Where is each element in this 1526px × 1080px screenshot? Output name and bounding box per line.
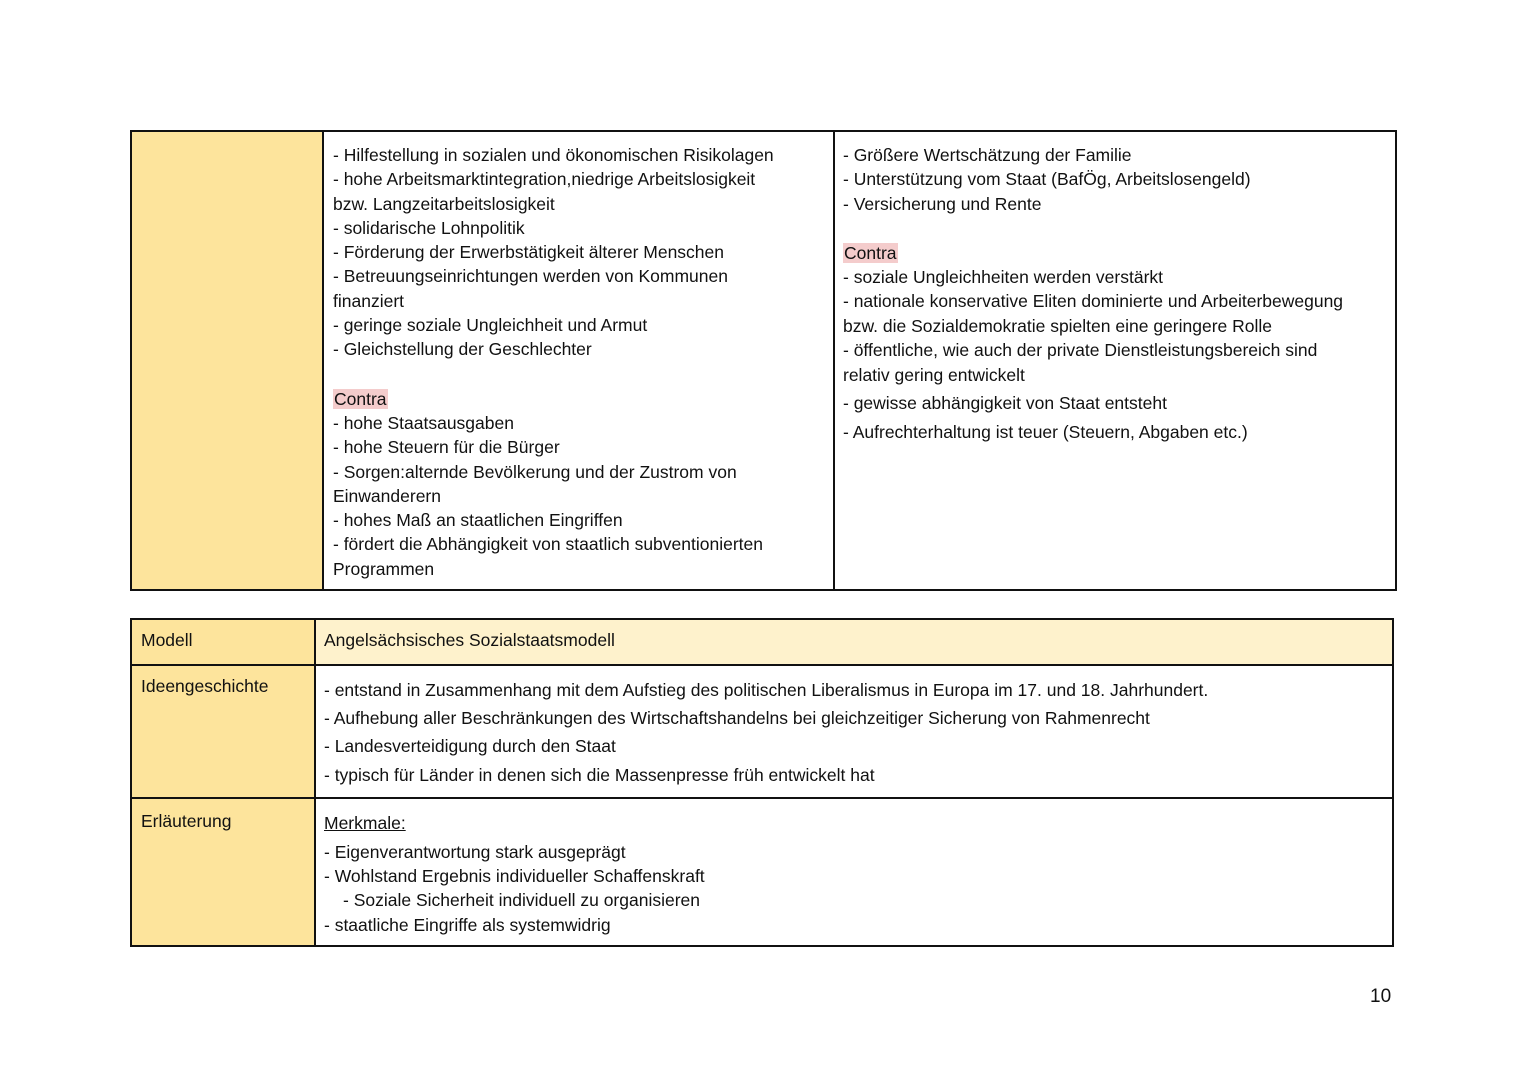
list-item: - entstand in Zusammenhang mit dem Aufstieg des politischen Liberalismus in Europa im 17. und 18. Jahrhundert.: [324, 680, 1209, 700]
page-number: 10: [1370, 986, 1392, 1007]
list-item: Einwanderern: [333, 485, 441, 506]
contra-heading-right: Contra: [844, 242, 897, 263]
label-cell-empty: [131, 131, 323, 590]
pro-list-left: [333, 143, 825, 362]
list-item: - Größere Wertschätzung der Familie: [843, 145, 1132, 165]
ideengeschichte-label: Ideengeschichte: [131, 665, 315, 798]
model-table-continued: [130, 130, 1397, 591]
pro-list-right: [843, 143, 1387, 216]
pro-contra-left-cell: [323, 131, 834, 590]
list-item: - Versicherung und Rente: [843, 193, 1042, 214]
erlaeuterung-cell: [315, 798, 1393, 946]
contra-list-right: [843, 265, 1387, 447]
list-item: - Soziale Sicherheit individuell zu organisieren: [343, 890, 700, 911]
contra-list-left: [333, 411, 825, 581]
list-item: - fördert die Abhängigkeit von staatlich subventionierten: [333, 534, 763, 555]
list-item: relativ gering entwickelt: [843, 365, 1025, 386]
list-item: - Aufrechterhaltung ist teuer (Steuern, Abgaben etc.): [843, 422, 1248, 443]
list-item: - Aufhebung aller Beschränkungen des Wirtschaftshandelns bei gleichzeitiger Sicherung von Rahmenrecht: [324, 708, 1150, 729]
list-item: - hohe Arbeitsmarktintegration,niedrige Arbeitslosigkeit: [333, 169, 756, 190]
list-item: Programmen: [333, 558, 435, 579]
list-item: - hohe Staatsausgaben: [333, 412, 514, 433]
list-item: - Förderung der Erwerbstätigkeit älterer Menschen: [333, 242, 725, 263]
list-item: - hohes Maß an staatlichen Eingriffen: [333, 510, 623, 531]
list-item: - staatliche Eingriffe als systemwidrig: [324, 914, 611, 935]
list-item: - Wohlstand Ergebnis individueller Schaffenskraft: [324, 866, 705, 887]
list-item: - öffentliche, wie auch der private Dienstleistungsbereich sind: [843, 340, 1318, 361]
list-item: - soziale Ungleichheiten werden verstärkt: [843, 267, 1164, 288]
list-item: bzw. die Sozialdemokratie spielten eine geringere Rolle: [843, 315, 1272, 336]
list-item: - typisch für Länder in denen sich die Massenpresse früh entwickelt hat: [324, 764, 875, 785]
list-item: - solidarische Lohnpolitik: [333, 217, 525, 238]
contra-heading-left: Contra: [334, 388, 387, 409]
list-item: - nationale konservative Eliten dominierte und Arbeiterbewegung: [843, 291, 1344, 312]
merkmale-heading: Merkmale:: [324, 812, 406, 833]
list-item: - geringe soziale Ungleichheit und Armut: [333, 315, 648, 336]
list-item: finanziert: [333, 290, 405, 311]
list-item: bzw. Langzeitarbeitslosigkeit: [333, 193, 555, 214]
list-item: - Unterstützung vom Staat (BafÖg, Arbeitslosengeld): [843, 169, 1251, 190]
list-item: - Betreuungseinrichtungen werden von Kommunen: [333, 266, 728, 287]
ideengeschichte-cell: [315, 665, 1393, 798]
erlaeuterung-label: Erläuterung: [131, 798, 315, 946]
list-item: - Eigenverantwortung stark ausgeprägt: [324, 841, 626, 862]
list-item: - hohe Steuern für die Bürger: [333, 437, 560, 458]
list-item: - Hilfestellung in sozialen und ökonomischen Risikolagen: [333, 145, 774, 165]
list-item: - gewisse abhängigkeit von Staat entsteht: [843, 393, 1167, 414]
model-table-angelsaechsisch: [130, 618, 1394, 947]
modell-value: Angelsächsisches Sozialstaatsmodell: [315, 619, 1393, 665]
list-item: - Gleichstellung der Geschlechter: [333, 339, 592, 360]
modell-label: Modell: [131, 619, 315, 665]
list-item: - Landesverteidigung durch den Staat: [324, 736, 616, 757]
pro-contra-right-cell: [834, 131, 1396, 590]
list-item: - Sorgen:alternde Bevölkerung und der Zustrom von: [333, 461, 737, 482]
